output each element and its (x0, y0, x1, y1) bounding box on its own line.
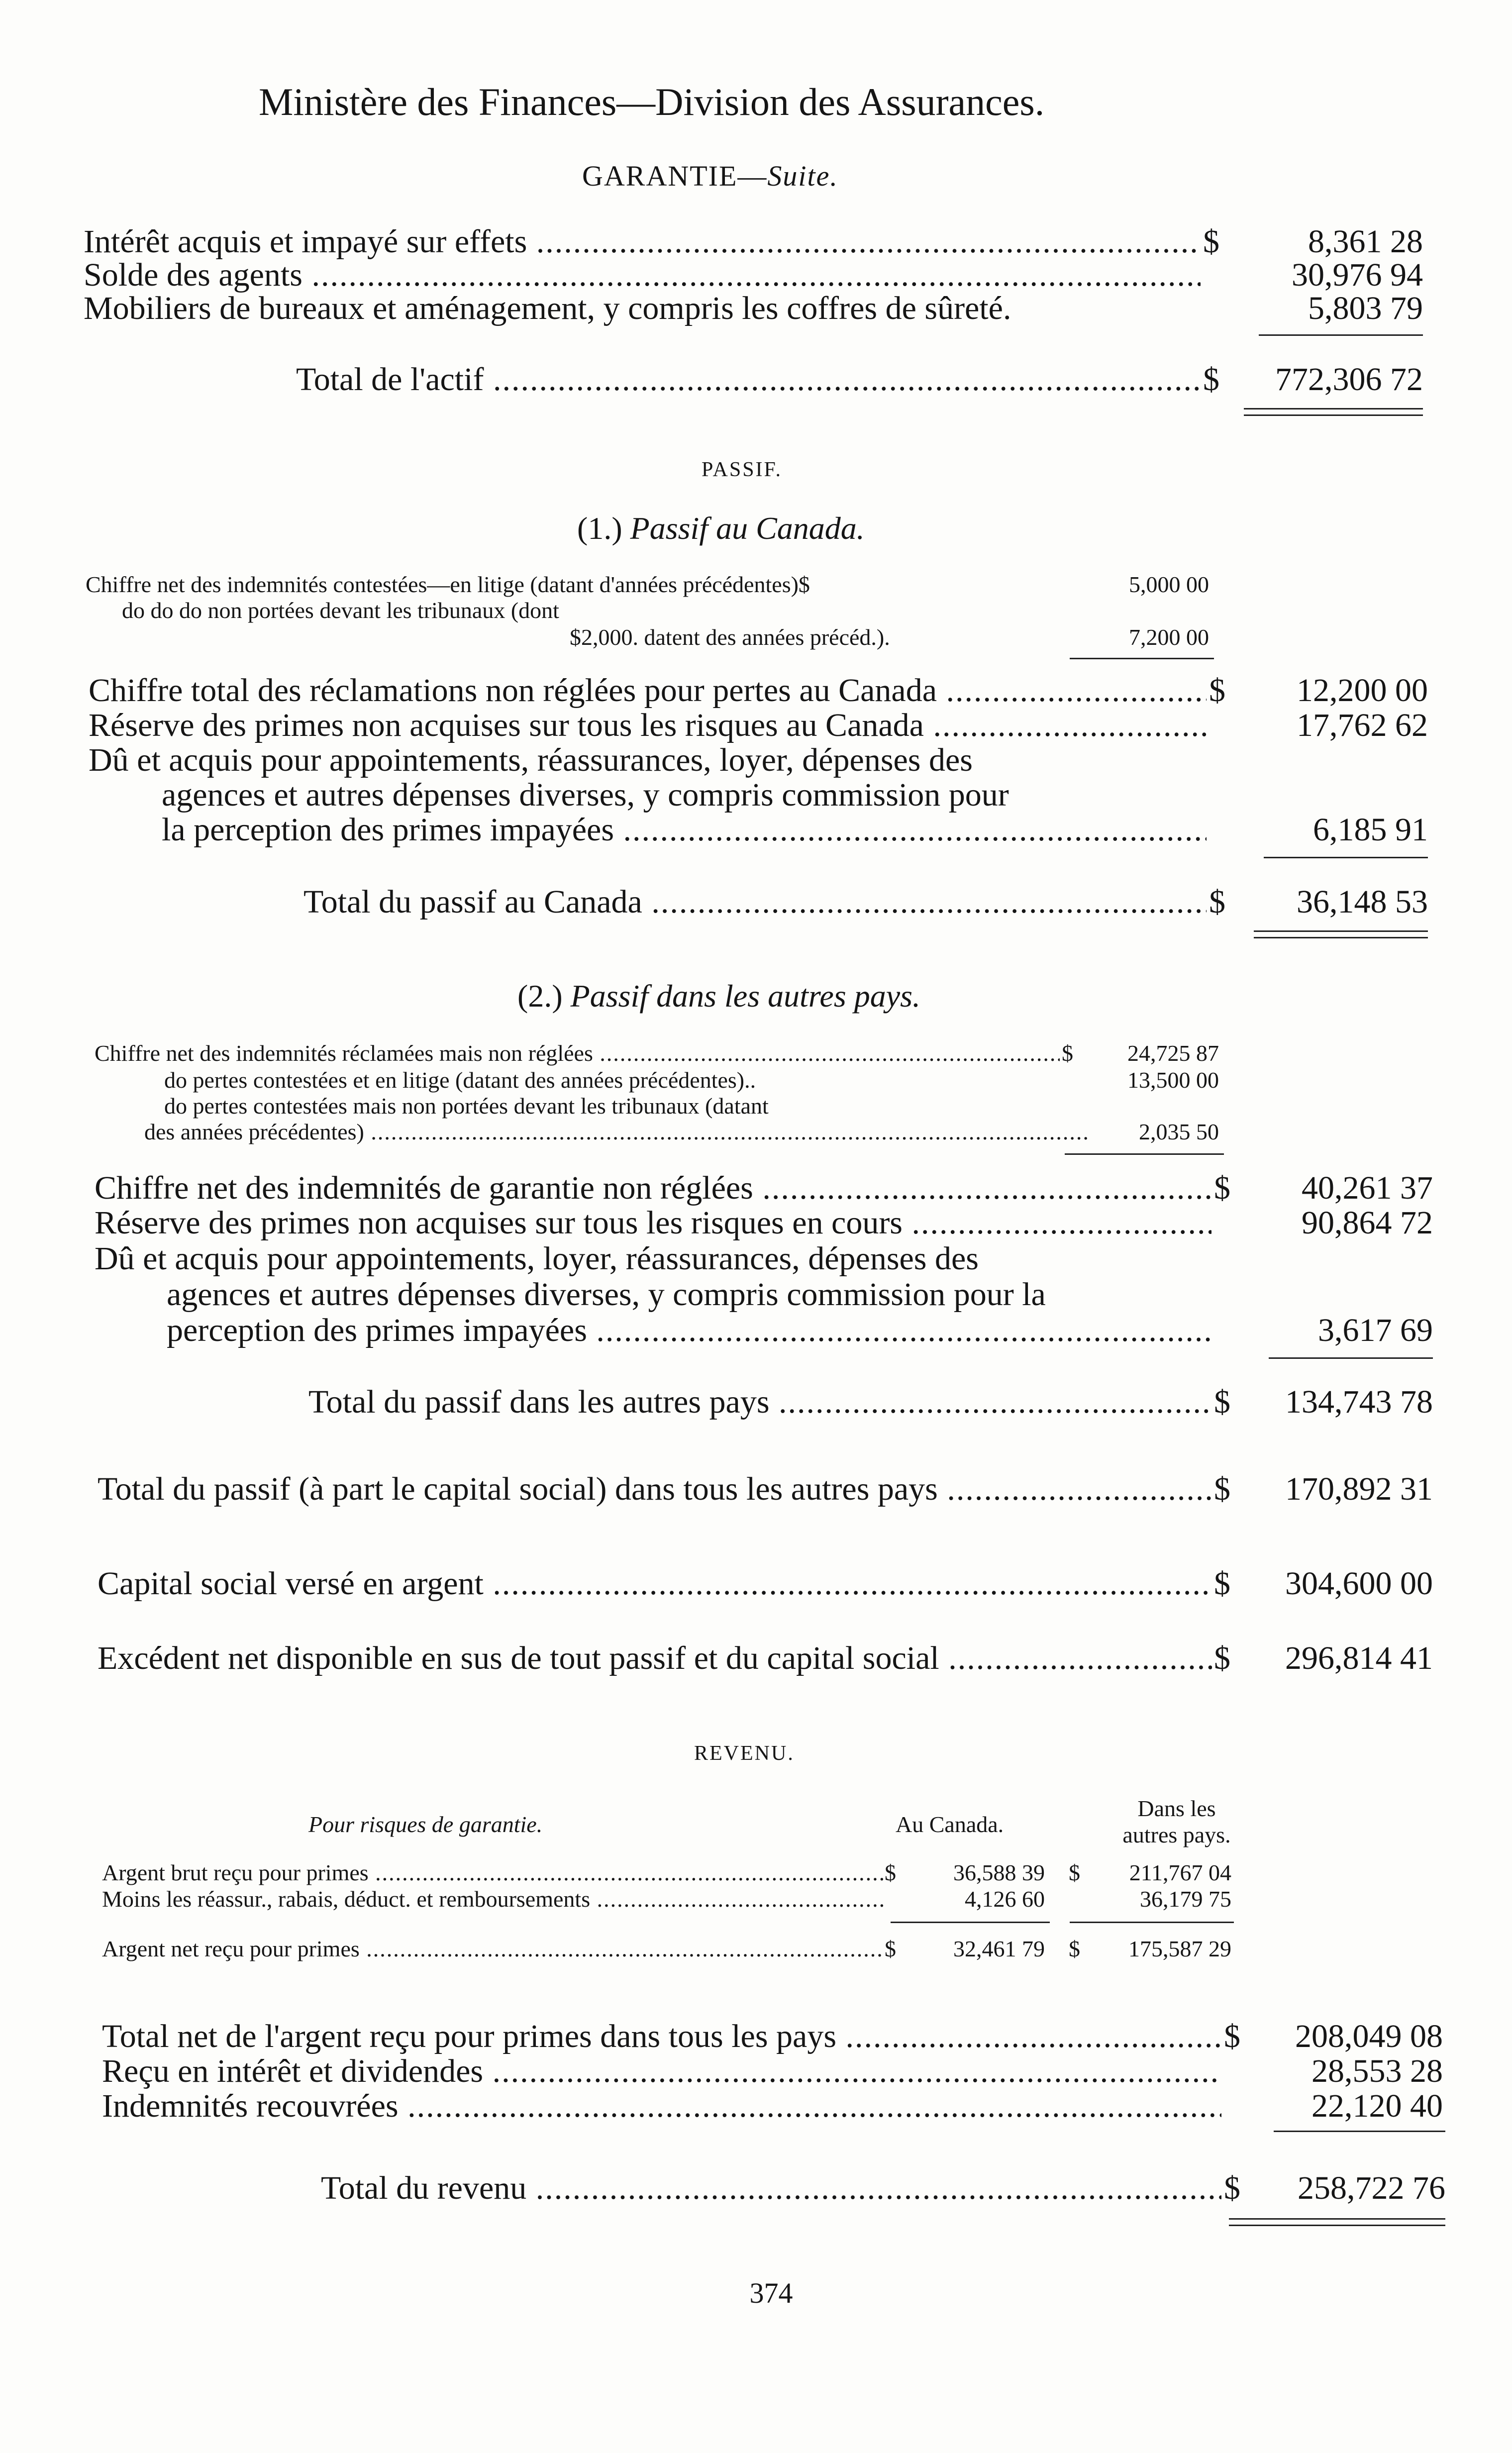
actif-row-label: Mobiliers de bureaux et aménagement, y compris les coffres de sûreté. (84, 290, 1011, 326)
passif-autres-total-dollar: $ (1214, 1384, 1230, 1420)
sub-row-label: Chiffre net des indemnités réclamées mais non réglées ..... (95, 1040, 1060, 1066)
revenu-total-row-value: 22,120 40 (1311, 2088, 1443, 2124)
revenu-row-autres: 211,767 04 (1129, 1860, 1231, 1885)
page-number: 374 (749, 2277, 793, 2309)
rule (1070, 658, 1214, 659)
passif-autres-heading: (2.) Passif dans les autres pays. (517, 978, 921, 1014)
passif-row-dollar: $ (1214, 1170, 1230, 1206)
rule (1065, 1153, 1224, 1155)
passif-row-label: perception des primes impayées ..... (167, 1312, 1211, 1349)
revenu-row-label: Argent brut reçu pour primes ..... (102, 1859, 883, 1886)
revenu-row-dollar: $ (1069, 1860, 1080, 1885)
passif-row-label: Dû et acquis pour appointements, loyer, réassurances, dépenses des (95, 1240, 979, 1277)
section-subtitle: GARANTIE—Suite. (582, 160, 838, 192)
capital-value: 304,600 00 (1285, 1565, 1433, 1602)
passif-row-label: agences et autres dépenses diverses, y compris commission pour la (167, 1276, 1046, 1313)
revenu-total-row-label: Indemnités recouvrées ..... (102, 2087, 1221, 2125)
revenu-heading: REVENU. (694, 1742, 795, 1765)
revenu-total-label: Total du revenu ..... (321, 2169, 1221, 2207)
sub-row-label: Chiffre net des indemnités contestées—en litige (datant d'années précédentes)$ (86, 572, 810, 597)
actif-row-label: Intérêt acquis et impayé sur effets ..... (84, 223, 1201, 261)
passif-row-label: Dû et acquis pour appointements, réassurances, loyer, dépenses des (89, 742, 973, 778)
revenu-total-row-dollar: $ (1224, 2018, 1240, 2054)
revenu-row-canada: 36,588 39 (953, 1860, 1045, 1885)
passif-canada-total-dollar: $ (1209, 884, 1225, 920)
revenu-total-row-value: 208,049 08 (1295, 2018, 1443, 2054)
revenu-row-label: Moins les réassur., rabais, déduct. et remboursements ..... (102, 1886, 883, 1912)
total-passif-value: 170,892 31 (1285, 1471, 1433, 1507)
actif-row-value: 5,803 79 (1308, 290, 1423, 326)
passif-row-value: 6,185 91 (1313, 812, 1428, 848)
passif-row-label: Chiffre net des indemnités de garantie non réglées ..... (95, 1169, 1211, 1207)
revenu-row-autres: 36,179 75 (1140, 1886, 1231, 1912)
rule (1274, 2131, 1445, 2132)
revenu-col-label: Pour risques de garantie. (308, 1812, 543, 1837)
actif-total-dollar: $ (1203, 361, 1219, 398)
passif-row-value: 3,617 69 (1318, 1312, 1433, 1348)
actif-total-label: Total de l'actif ..... (296, 361, 1201, 399)
capital-dollar: $ (1214, 1565, 1230, 1602)
revenu-net-dollar: $ (885, 1936, 896, 1961)
revenu-total-row-value: 28,553 28 (1311, 2053, 1443, 2089)
revenu-net-autres: 175,587 29 (1128, 1936, 1231, 1961)
revenu-col-autres: Dans les autres pays. (1122, 1796, 1231, 1847)
double-rule (1229, 2218, 1445, 2226)
passif-row-value: 90,864 72 (1302, 1205, 1433, 1241)
revenu-net-canada: 32,461 79 (953, 1936, 1045, 1961)
passif-canada-heading: (1.) Passif au Canada. (577, 511, 865, 546)
passif-row-label: Chiffre total des réclamations non réglées pour pertes au Canada ..... (89, 672, 1207, 710)
sub-row-value: 24,725 87 (1127, 1040, 1219, 1066)
sub-row-label: do do do non portées devant les tribunaux (dont (122, 598, 559, 623)
total-passif-label: Total du passif (à part le capital social) dans tous les autres pays ..... (98, 1470, 1212, 1508)
sub-row-value: 5,000 00 (1129, 572, 1209, 597)
capital-label: Capital social versé en argent ..... (98, 1565, 1212, 1603)
actif-row-value: 30,976 94 (1292, 257, 1423, 293)
revenu-row-dollar: $ (885, 1860, 896, 1885)
excedent-label: Excédent net disponible en sus de tout passif et du capital social ..... (98, 1639, 1212, 1677)
passif-row-value: 12,200 00 (1297, 672, 1428, 709)
actif-row-dollar: $ (1203, 223, 1219, 260)
actif-row-label: Solde des agents ..... (84, 256, 1201, 294)
excedent-value: 296,814 41 (1285, 1640, 1433, 1676)
sub-row-label: do pertes contestées mais non portées devant les tribunaux (datant (164, 1093, 769, 1119)
excedent-dollar: $ (1214, 1640, 1230, 1676)
passif-canada-total-value: 36,148 53 (1297, 884, 1428, 920)
rule (1070, 1922, 1234, 1923)
passif-canada-total-label: Total du passif au Canada ..... (303, 883, 1207, 921)
passif-row-label: agences et autres dépenses diverses, y compris commission pour (162, 777, 1009, 813)
double-rule (1254, 930, 1428, 938)
sub-row-label: des années précédentes) ..... (144, 1119, 1090, 1145)
revenu-total-row-label: Reçu en intérêt et dividendes ..... (102, 2052, 1221, 2090)
actif-total-value: 772,306 72 (1275, 361, 1423, 398)
revenu-total-row-label: Total net de l'argent reçu pour primes dans tous les pays ..... (102, 2018, 1221, 2055)
rule (1259, 334, 1423, 336)
passif-row-label: la perception des primes impayées ..... (162, 811, 1207, 849)
passif-autres-total-label: Total du passif dans les autres pays ..... (308, 1383, 1211, 1421)
sub-row-value: 2,035 50 (1139, 1119, 1219, 1144)
page-title: Ministère des Finances—Division des Assurances. (259, 80, 1045, 123)
passif-autres-total-value: 134,743 78 (1285, 1384, 1433, 1420)
revenu-row-canada: 4,126 60 (965, 1886, 1045, 1912)
rule (1264, 857, 1428, 858)
rule (1269, 1357, 1433, 1359)
sub-row-value: 13,500 00 (1127, 1067, 1219, 1093)
sub-row-label: $2,000. datent des années précéd.). (570, 624, 890, 650)
passif-row-label: Réserve des primes non acquises sur tous les risques en cours ..... (95, 1204, 1211, 1242)
revenu-net-dollar: $ (1069, 1936, 1080, 1961)
passif-row-dollar: $ (1209, 672, 1225, 709)
double-rule (1244, 408, 1423, 416)
passif-row-label: Réserve des primes non acquises sur tous les risques au Canada ..... (89, 707, 1207, 744)
sub-row-value: 7,200 00 (1129, 624, 1209, 650)
total-passif-dollar: $ (1214, 1471, 1230, 1507)
revenu-col-canada: Au Canada. (896, 1812, 1004, 1837)
passif-row-value: 17,762 62 (1297, 707, 1428, 743)
passif-row-value: 40,261 37 (1302, 1170, 1433, 1206)
revenu-total-dollar: $ (1224, 2170, 1240, 2206)
sub-row-label: do pertes contestées et en litige (datant des années précédentes).. (164, 1067, 756, 1093)
sub-row-dollar: $ (1062, 1040, 1073, 1066)
actif-row-value: 8,361 28 (1308, 223, 1423, 260)
revenu-total-value: 258,722 76 (1298, 2170, 1445, 2206)
rule (891, 1922, 1050, 1923)
passif-heading: PASSIF. (702, 458, 783, 481)
revenu-net-label: Argent net reçu pour primes ..... (102, 1936, 883, 1962)
